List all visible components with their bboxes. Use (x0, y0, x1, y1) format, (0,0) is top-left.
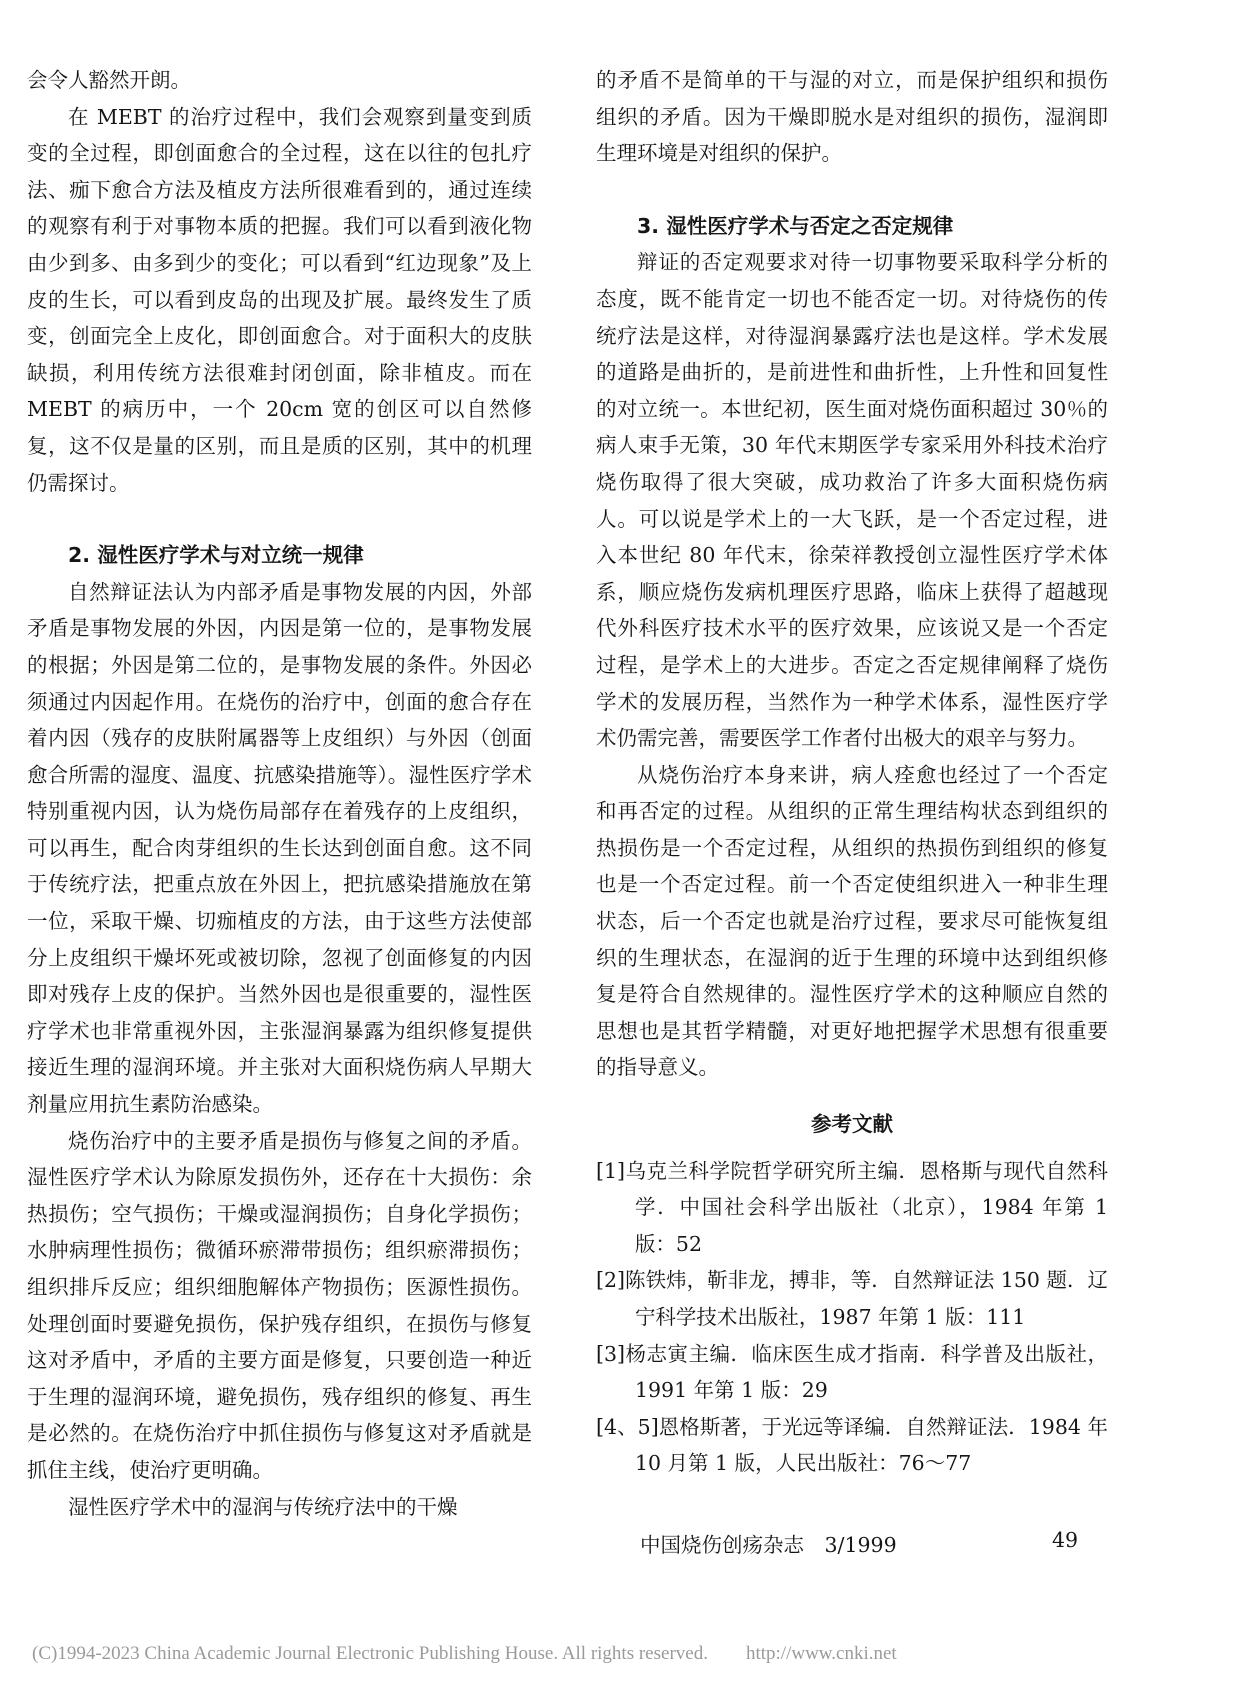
left-column (27, 62, 532, 1525)
reference-item: [3]杨志寅主编．临床医生成才指南．科学普及出版社，1991 年第 1 版：29 (596, 1341, 1108, 1403)
journal-name: 中国烧伤创疡杂志 3/1999 (640, 1533, 897, 1557)
copyright-notice: (C)1994-2023 China Academic Journal Electronic Publishing House. All rights reserved. http://www.cnki.net (32, 1643, 897, 1664)
right-column (596, 62, 1108, 1482)
paragraph: 在 MEBT 的治疗过程中，我们会观察到量变到质变的全过程，即创面愈合的全过程，这在以往的包扎疗法、痂下愈合方法及植皮方法所很难看到的，通过连续的观察有利于对事物本质的把握。我们可以看到液化物由少到多、由多到少的变化；可以看到“红边现象”及上皮的生长，可以看到皮岛的出现及扩展。最终发生了质变，创面完全上皮化，即创面愈合。对于面积大的皮肤缺损，利用传统方法很难封闭创面，除非植皮。而在 MEBT 的病历中，一个 20cm 宽的创区可以自然修复，这不仅是量的区别，而且是质的区别，其中的机理仍需探讨。 (27, 104, 532, 495)
page-footer (640, 1528, 1079, 1558)
reference-item: [2]陈铁炜，靳非龙，搏非，等．自然辩证法 150 题．辽宁科学技术出版社，1987 年第 1 版：111 (596, 1268, 1108, 1329)
paragraph: 从烧伤治疗本身来讲，病人痊愈也经过了一个否定和再否定的过程。从组织的正常生理结构状态到组织的热损伤是一个否定过程，从组织的热损伤到组织的修复也是一个否定过程。前一个否定使组织进入一种非生理状态，后一个否定也就是治疗过程，要求尽可能恢复组织的生理状态，在湿润的近于生理的环境中达到组织修复是符合自然规律的。湿性医疗学术的这种顺应自然的思想也是其哲学精髓，对更好地把握学术思想有很重要的指导意义。 (596, 762, 1108, 1080)
section-heading: 2. 湿性医疗学术与对立统一规律 (68, 543, 364, 568)
reference-item: [1]乌克兰科学院哲学研究所主编．恩格斯与现代自然科学．中国社会科学出版社（北京），1984 年第 1 版：52 (596, 1158, 1108, 1256)
references-list (596, 1153, 1108, 1482)
page-number: 49 (1052, 1528, 1079, 1552)
references-heading: 参考文献 (811, 1112, 893, 1137)
reference-item: [4、5]恩格斯著，于光远等译编．自然辩证法．1984 年 10 月第 1 版，人民出版社：76～77 (596, 1414, 1108, 1476)
paragraph: 的矛盾不是简单的干与湿的对立，而是保护组织和损伤组织的矛盾。因为干燥即脱水是对组织的损伤，湿润即生理环境是对组织的保护。 (596, 68, 1108, 166)
section-heading: 3. 湿性医疗学术与否定之否定规律 (637, 213, 954, 238)
paragraph: 烧伤治疗中的主要矛盾是损伤与修复之间的矛盾。湿性医疗学术认为除原发损伤外，还存在十大损伤：余热损伤；空气损伤；干燥或湿润损伤；自身化学损伤；水肿病理性损伤；微循环瘀滞带损伤；组织瘀滞损伤；组织排斥反应；组织细胞解体产物损伤；医源性损伤。处理创面时要避免损伤，保护残存组织，在损伤与修复这对矛盾中，矛盾的主要方面是修复，只要创造一种近于生理的湿润环境，避免损伤，残存组织的修复、再生是必然的。在烧伤治疗中抓住损伤与修复这对矛盾就是抓住主线，使治疗更明确。 (27, 1128, 532, 1482)
paragraph: 辩证的否定观要求对待一切事物要采取科学分析的态度，既不能肯定一切也不能否定一切。对待烧伤的传统疗法是这样，对待湿润暴露疗法也是这样。学术发展的道路是曲折的，是前进性和曲折性，上升性和回复性的对立统一。本世纪初，医生面对烧伤面积超过 30％的病人束手无策，30 年代末期医学专家采用外科技术治疗烧伤取得了很大突破，成功救治了许多大面积烧伤病人。可以说是学术上的一大飞跃，是一个否定过程，进入本世纪 80 年代末，徐荣祥教授创立湿性医疗学术体系，顺应烧伤发病机理医疗思路，临床上获得了超越现代外科医疗技术水平的医疗效果，应该说又是一个否定过程，是学术上的大进步。否定之否定规律阐释了烧伤学术的发展历程，当然作为一种学术体系，湿性医疗学术仍需完善，需要医学工作者付出极大的艰辛与努力。 (596, 250, 1108, 751)
paragraph: 自然辩证法认为内部矛盾是事物发展的内因，外部矛盾是事物发展的外因，内因是第一位的，是事物发展的根据；外因是第二位的，是事物发展的条件。外因必须通过内因起作用。在烧伤的治疗中，创面的愈合存在着内因（残存的皮肤附属器等上皮组织）与外因（创面愈合所需的湿度、温度、抗感染措施等）。湿性医疗学术特别重视内因，认为烧伤局部存在着残存的上皮组织，可以再生，配合肉芽组织的生长达到创面自愈。这不同于传统疗法，把重点放在外因上，把抗感染措施放在第一位，采取干燥、切痂植皮的方法，由于这些方法使部分上皮组织干燥坏死或被切除，忽视了创面修复的内因即对残存上皮的保护。当然外因也是很重要的，湿性医疗学术也非常重视外因，主张湿润暴露为组织修复提供接近生理的湿润环境。并主张对大面积烧伤病人早期大剂量应用抗生素防治感染。 (27, 579, 532, 1117)
paragraph: 会令人豁然开朗。 (27, 68, 191, 92)
paragraph: 湿性医疗学术中的湿润与传统疗法中的干燥 (68, 1494, 458, 1519)
